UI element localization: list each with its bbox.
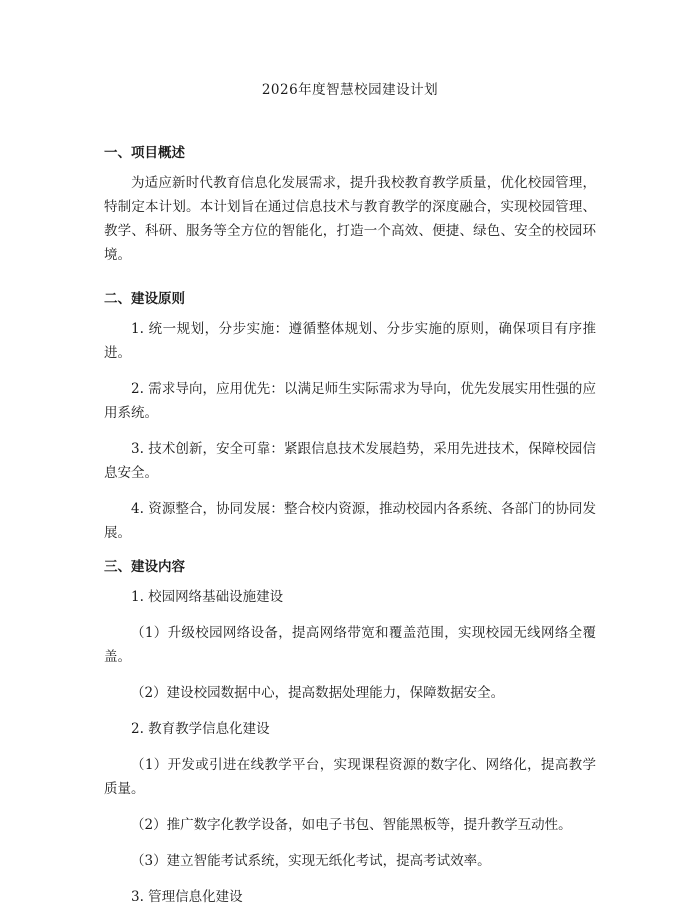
principle-item: 4. 资源整合，协同发展：整合校内资源，推动校园内各系统、各部门的协同发展。 — [104, 501, 596, 541]
content-item: （1）开发或引进在线教学平台，实现课程资源的数字化、网络化，提高教学质量。 — [104, 757, 596, 797]
content-item: （2）推广数字化教学设备，如电子书包、智能黑板等，提升教学互动性。 — [131, 817, 572, 833]
content-subheading: 3. 管理信息化建设 — [131, 889, 243, 905]
section-heading-content: 三、建设内容 — [104, 559, 185, 575]
section-heading-principles: 二、建设原则 — [104, 291, 185, 307]
section-heading-overview: 一、项目概述 — [104, 145, 185, 161]
paragraph: 为适应新时代教育信息化发展需求，提升我校教育教学质量，优化校园管理，特制定本计划。本计划旨在通过信息技术与教育教学的深度融合，实现校园管理、教学、科研、服务等全方位的智能化，打造一个高效、便捷、绿色、安全的校园环境。 — [104, 175, 596, 263]
principle-item: 1. 统一规划，分步实施：遵循整体规划、分步实施的原则，确保项目有序推进。 — [104, 321, 596, 361]
document-body — [104, 143, 596, 921]
content-subheading: 1. 校园网络基础设施建设 — [131, 589, 284, 605]
content-item: （1）升级校园网络设备，提高网络带宽和覆盖范围，实现校园无线网络全覆盖。 — [104, 625, 596, 665]
content-item: （2）建设校园数据中心，提高数据处理能力，保障数据安全。 — [131, 685, 505, 701]
content-item: （3）建立智能考试系统，实现无纸化考试，提高考试效率。 — [131, 853, 491, 869]
principle-item: 3. 技术创新，安全可靠：紧跟信息技术发展趋势，采用先进技术，保障校园信息安全。 — [104, 441, 596, 481]
principle-item: 2. 需求导向，应用优先：以满足师生实际需求为导向，优先发展实用性强的应用系统。 — [104, 381, 596, 421]
document-title: 2026年度智慧校园建设计划 — [261, 82, 439, 98]
content-subheading: 2. 教育教学信息化建设 — [131, 721, 270, 737]
